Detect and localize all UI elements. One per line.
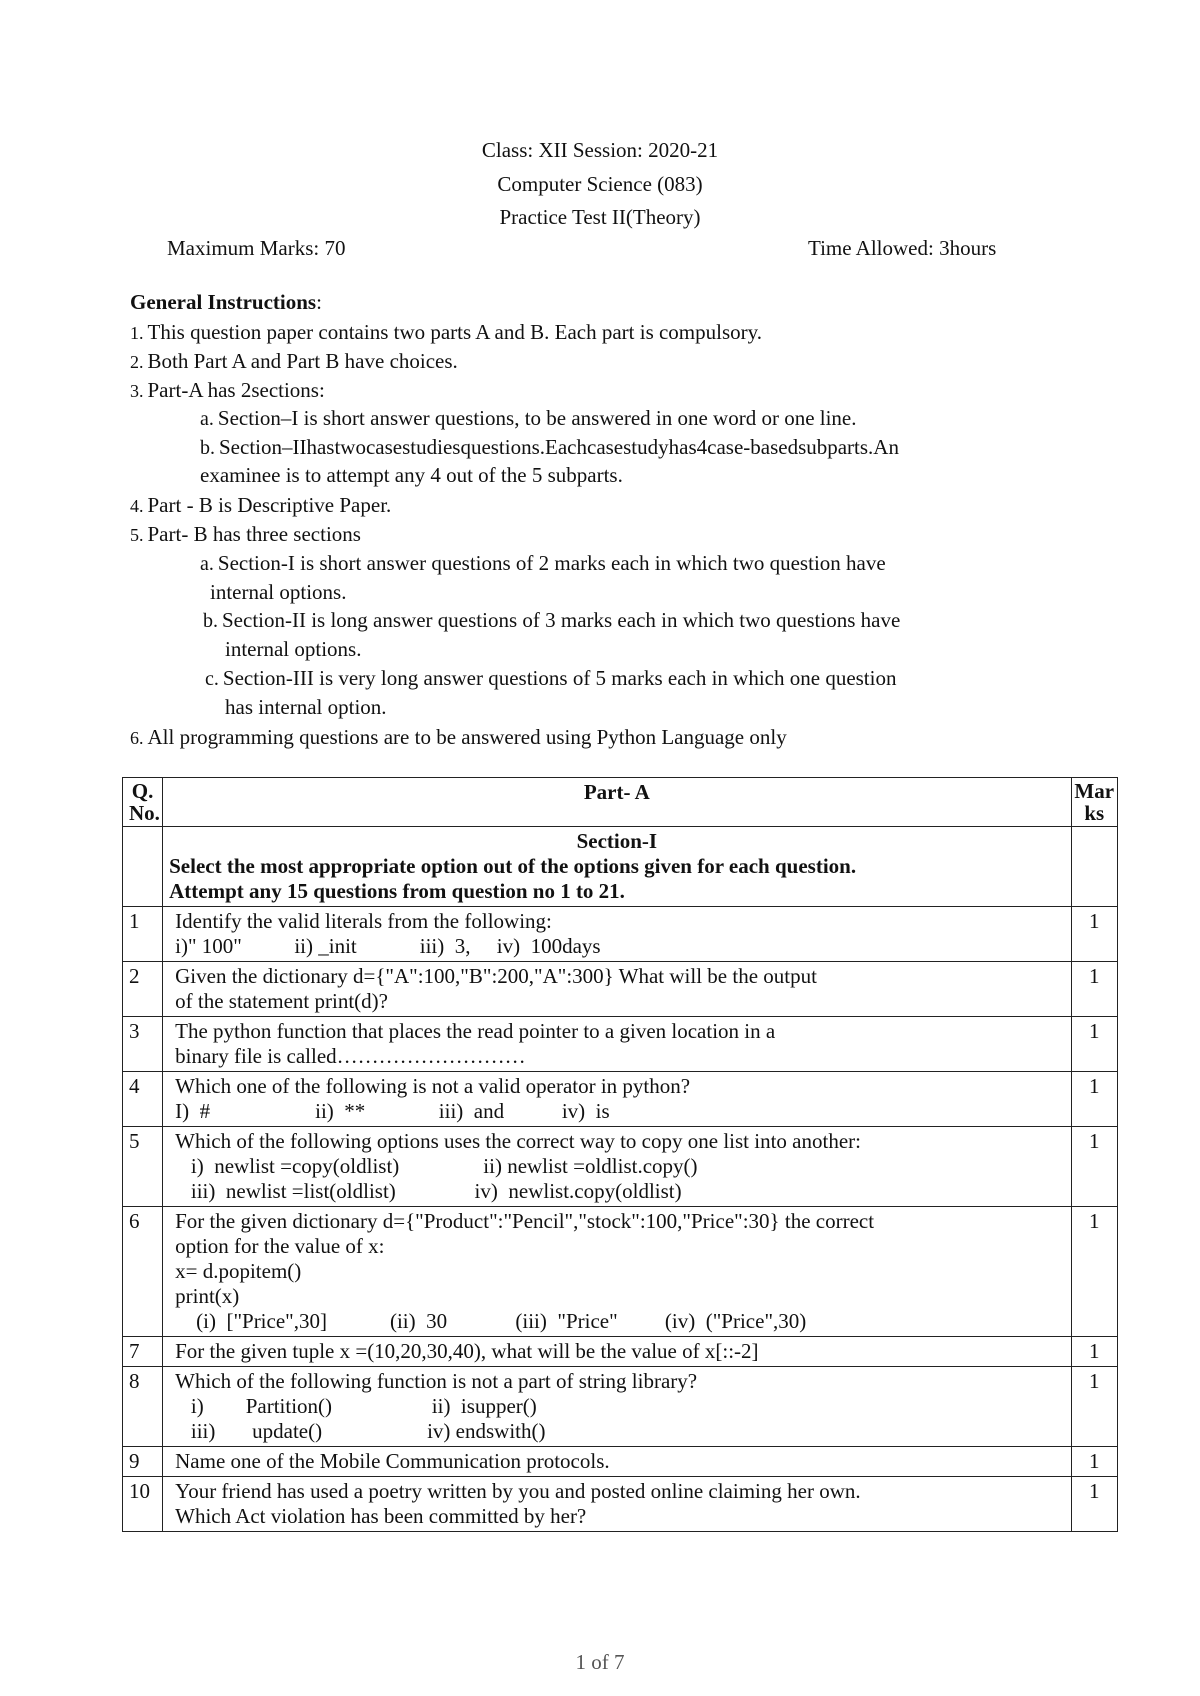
question-line: x= d.popitem() [175, 1259, 302, 1283]
test-title: Practice Test II(Theory) [499, 205, 701, 229]
question-marks: 1 [1071, 1477, 1118, 1532]
time-allowed: Time Allowed: 3hours [808, 236, 997, 260]
instruction-item [205, 666, 896, 691]
instruction-number: 2. [130, 352, 144, 372]
question-line: i)" 100" ii) _init iii) 3, iv) 100days [175, 934, 601, 958]
question-row [123, 1072, 1118, 1127]
instruction-item [130, 349, 458, 374]
question-row [123, 1337, 1118, 1367]
question-number: 10 [123, 1477, 163, 1532]
instruction-text: Section–IIhastwocasestudiesquestions.Eachcasestudyhas4case-basedsubparts.An [219, 435, 899, 459]
instruction-item [200, 463, 623, 488]
instruction-item [225, 695, 387, 720]
question-line: Given the dictionary d={"A":100,"B":200,"A":300} What will be the output [175, 964, 817, 988]
instruction-number: 6. [130, 728, 144, 748]
question-row [123, 1207, 1118, 1337]
section-row [123, 827, 1118, 907]
instruction-item [200, 406, 857, 431]
question-line: of the statement print(d)? [175, 989, 388, 1013]
instruction-text: Section–I is short answer questions, to be answered in one word or one line. [217, 406, 857, 430]
question-text [163, 962, 1071, 1017]
question-marks: 1 [1071, 1072, 1118, 1127]
question-table [122, 777, 1118, 1532]
question-text [163, 1337, 1071, 1367]
question-number: 8 [123, 1367, 163, 1447]
header-qno: Q. No. [123, 778, 163, 827]
question-line: For the given dictionary d={"Product":"Pencil","stock":100,"Price":30} the correct [175, 1209, 875, 1233]
instruction-number: a. [200, 408, 214, 430]
question-text [163, 1017, 1071, 1072]
question-text [163, 1207, 1071, 1337]
instruction-text: This question paper contains two parts A and B. Each part is compulsory. [147, 320, 763, 344]
instruction-text: Part- B has three sections [147, 522, 361, 546]
instruction-number: 5. [130, 525, 144, 545]
instruction-text: has internal option. [225, 695, 387, 719]
question-marks: 1 [1071, 962, 1118, 1017]
question-row [123, 1367, 1118, 1447]
question-text [163, 1072, 1071, 1127]
question-text [163, 1447, 1071, 1477]
header-part: Part- A [163, 778, 1071, 827]
max-marks: Maximum Marks: 70 [167, 236, 346, 260]
question-number: 6 [123, 1207, 163, 1337]
question-line: option for the value of x: [175, 1234, 385, 1258]
instruction-text: examinee is to attempt any 4 out of the 5 subparts. [200, 463, 623, 487]
question-line: Identify the valid literals from the following: [175, 909, 552, 933]
instruction-text: Section-III is very long answer questions of 5 marks each in which one question [222, 666, 897, 690]
question-number: 1 [123, 907, 163, 962]
question-number: 9 [123, 1447, 163, 1477]
instructions-title [130, 290, 322, 315]
header-marks: Marks [1071, 778, 1118, 827]
instruction-item [130, 725, 787, 750]
class-session-line: Class: XII Session: 2020-21 [481, 138, 719, 162]
question-line: print(x) [175, 1284, 240, 1308]
question-number: 4 [123, 1072, 163, 1127]
question-line: iii) update() iv) endswith() [175, 1419, 546, 1443]
instruction-text: All programming questions are to be answered using Python Language only [147, 725, 787, 749]
instruction-item [203, 608, 900, 633]
instruction-text: Section-II is long answer questions of 3 marks each in which two questions have [222, 608, 901, 632]
instruction-item [130, 378, 325, 403]
section-empty-marks [1071, 827, 1118, 907]
page-number: 1 of 7 [575, 1650, 625, 1674]
question-line: binary file is called……………………… [175, 1044, 526, 1068]
question-marks: 1 [1071, 1017, 1118, 1072]
section-instruction-2: Attempt any 15 questions from question no 1 to 21. [169, 879, 625, 903]
question-row [123, 1477, 1118, 1532]
question-line: The python function that places the read pointer to a given location in a [175, 1019, 776, 1043]
instruction-item [200, 551, 886, 576]
question-line: i) newlist =copy(oldlist) ii) newlist =oldlist.copy() [175, 1154, 698, 1178]
instruction-number: 3. [130, 381, 144, 401]
instruction-number: b. [203, 610, 218, 632]
instruction-item [130, 493, 391, 518]
question-line: iii) newlist =list(oldlist) iv) newlist.copy(oldlist) [175, 1179, 682, 1203]
instruction-number: b. [200, 437, 215, 459]
question-number: 2 [123, 962, 163, 1017]
question-line: (i) ["Price",30] (ii) 30 (iii) "Price" (iv) ("Price",30) [175, 1309, 807, 1333]
question-line: Your friend has used a poetry written by you and posted online claiming her own. [175, 1479, 861, 1503]
question-text [163, 1367, 1071, 1447]
instruction-text: internal options. [210, 580, 347, 604]
instruction-number: 1. [130, 323, 144, 343]
section-empty-no [123, 827, 163, 907]
question-line: For the given tuple x =(10,20,30,40), what will be the value of x[::-2] [175, 1339, 759, 1363]
instruction-number: a. [200, 553, 214, 575]
question-line: Name one of the Mobile Communication protocols. [175, 1449, 610, 1473]
table-header-row [123, 778, 1118, 827]
instruction-text: Both Part A and Part B have choices. [147, 349, 458, 373]
instruction-text: internal options. [225, 637, 362, 661]
question-number: 7 [123, 1337, 163, 1367]
question-text [163, 1127, 1071, 1207]
subject-line: Computer Science (083) [497, 172, 703, 196]
question-marks: 1 [1071, 1207, 1118, 1337]
instructions-title-text: General Instructions [130, 290, 317, 314]
instructions-title-colon: : [316, 290, 322, 314]
question-number: 5 [123, 1127, 163, 1207]
instruction-item [225, 637, 361, 662]
question-text [163, 1477, 1071, 1532]
section-title: Section-I [576, 829, 658, 853]
instruction-text: Section-I is short answer questions of 2 marks each in which two question have [217, 551, 886, 575]
instruction-text: Part - B is Descriptive Paper. [147, 493, 392, 517]
question-number: 3 [123, 1017, 163, 1072]
question-marks: 1 [1071, 907, 1118, 962]
instruction-text: Part-A has 2sections: [147, 378, 325, 402]
instruction-number: c. [205, 668, 219, 690]
question-row [123, 1127, 1118, 1207]
instruction-item [130, 522, 361, 547]
question-line: i) Partition() ii) isupper() [175, 1394, 537, 1418]
question-row [123, 1447, 1118, 1477]
question-text [163, 907, 1071, 962]
question-row [123, 907, 1118, 962]
question-line: Which of the following function is not a part of string library? [175, 1369, 698, 1393]
question-marks: 1 [1071, 1127, 1118, 1207]
instruction-item [200, 435, 899, 460]
question-row [123, 1017, 1118, 1072]
question-line: Which one of the following is not a valid operator in python? [175, 1074, 691, 1098]
question-marks: 1 [1071, 1367, 1118, 1447]
section-instruction-1: Select the most appropriate option out of the options given for each question. [169, 854, 857, 878]
question-row [123, 962, 1118, 1017]
instruction-item [210, 580, 346, 605]
instruction-item [130, 320, 762, 345]
question-line: Which of the following options uses the correct way to copy one list into another: [175, 1129, 861, 1153]
question-marks: 1 [1071, 1337, 1118, 1367]
question-marks: 1 [1071, 1447, 1118, 1477]
question-line: Which Act violation has been committed by her? [175, 1504, 587, 1528]
section-cell [163, 827, 1071, 907]
instruction-number: 4. [130, 496, 144, 516]
question-line: I) # ii) ** iii) and iv) is [175, 1099, 610, 1123]
